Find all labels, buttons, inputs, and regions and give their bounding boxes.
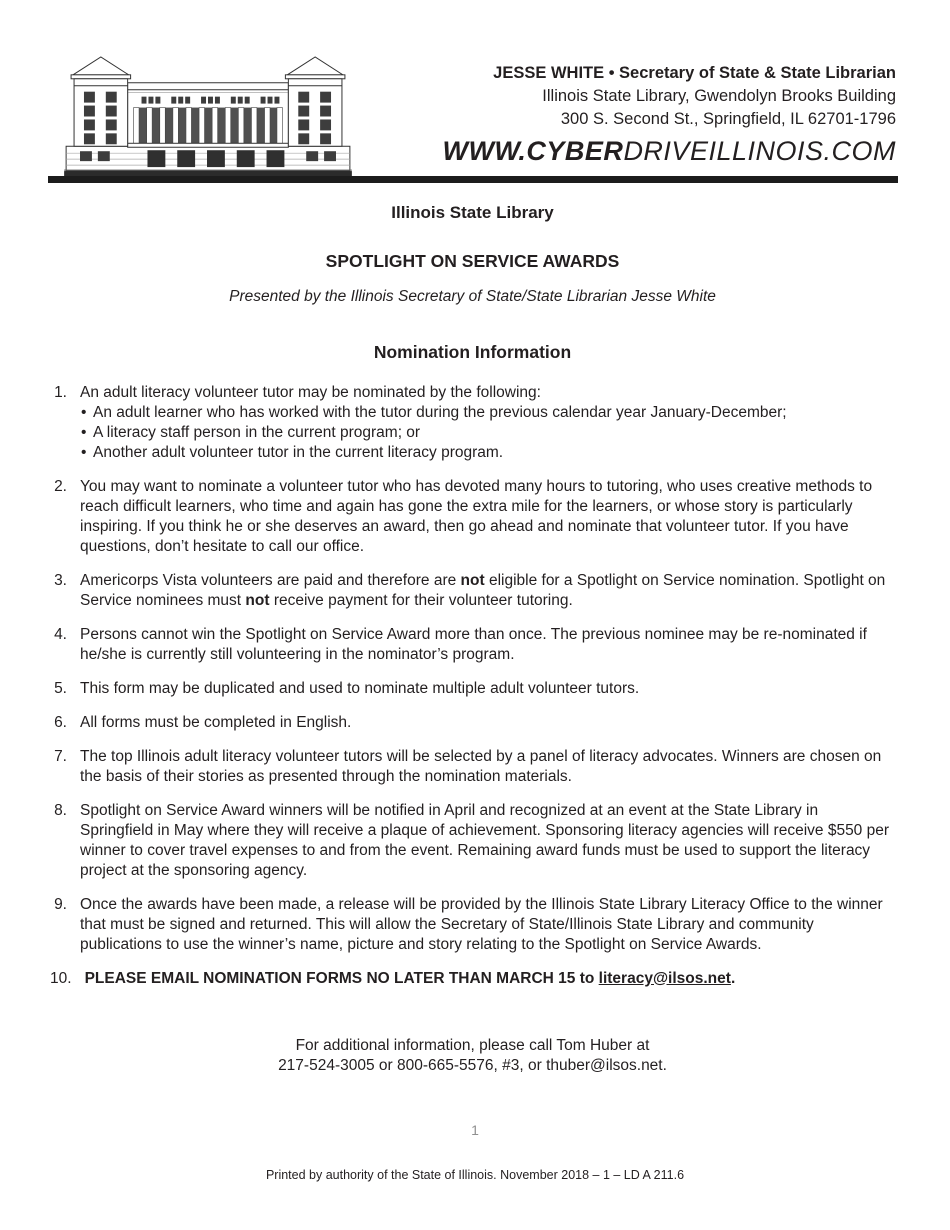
text-segment: This form may be duplicated and used to nominate multiple adult volunteer tutors. [80,679,640,697]
item-text [80,383,895,463]
item-text [80,895,895,955]
section-title: Nomination Information [373,342,572,363]
text-segment: Once the awards have been made, a release will be provided by the Illinois State Library Literacy Office to the winner that must be signed and returned. This will allow the Secretary of State/Illinois State Library and community publications to use the winner’s name, picture and story relating to the Spotlight on Service Awards. [80,895,883,953]
list-item [50,625,895,665]
item-number: 5. [54,679,67,697]
email-link[interactable]: literacy@ilsos.net [598,969,731,987]
text-segment: receive payment for their volunteer tutoring. [269,591,573,609]
header-divider-bar [48,176,898,183]
library-building-icon [64,52,352,179]
item-text [80,625,895,665]
item-text [85,969,895,989]
text-segment: Spotlight on Service Award winners will be notified in April and recognized at an event at the State Library in Springfield in May where they will receive a plaque of achievement. Sponsoring literacy agencies will receive $550 per winner to cover travel expenses to and from the event. Remaining award funds must be used to support the literacy project at the sponsoring agency. [80,801,890,879]
text-segment: The top Illinois adult literacy volunteer tutors will be selected by a panel of literacy advocates. Winners are chosen on the basis of their stories as presented through the nomination materials. [80,747,882,785]
award-title: SPOTLIGHT ON SERVICE AWARDS [325,250,620,271]
item-text [80,747,895,787]
bullet-list [80,403,895,463]
document-body [0,195,950,1076]
text-segment: PLEASE EMAIL NOMINATION FORMS NO LATER THAN MARCH 15 to [84,969,599,987]
library-name-line: Illinois State Library, Gwendolyn Brooks Building [542,87,896,105]
address-line: 300 S. Second St., Springfield, IL 62701-1796 [560,110,896,128]
bullet-item: • A literacy staff person in the current program; or [80,423,895,443]
item-number: 1. [54,383,67,401]
bullet-item: • Another adult volunteer tutor in the current literacy program. [80,443,895,463]
text-segment: eligible for a Spotlight on Service nomination. Spotlight on Service nominees must [80,571,886,609]
org-title: Illinois State Library [391,203,554,222]
item-text [80,679,895,699]
item-number: 9. [54,895,67,913]
letterhead-info [442,62,896,166]
text-segment: not [460,571,485,589]
contact-info [50,1036,895,1076]
logo-rest: DRIVEILLINOIS.COM [623,136,896,166]
secretary-name-line: JESSE WHITE • Secretary of State & State Librarian [493,64,896,82]
bullet-item: • An adult learner who has worked with the tutor during the previous calendar year January-December; [80,403,895,423]
item-text [80,571,895,611]
text-segment: not [245,591,270,609]
text-segment: An adult literacy volunteer tutor may be nominated by the following: [80,383,541,401]
item-number: 10. [50,969,72,987]
item-text [80,477,895,557]
item-number: 3. [54,571,67,589]
list-item [50,895,895,955]
item-number: 2. [54,477,67,495]
list-item [50,713,895,733]
list-item [50,571,895,611]
logo-cyber: CYBER [526,136,624,166]
item-number: 6. [54,713,67,731]
item-number: 8. [54,801,67,819]
item-number: 4. [54,625,67,643]
item-number: 7. [54,747,67,765]
list-item [50,679,895,699]
text-segment: . [730,969,736,987]
page-number: 1 [471,1122,479,1138]
item-text [80,713,895,733]
list-item [50,383,895,463]
text-segment: You may want to nominate a volunteer tutor who has devoted many hours to tutoring, who uses creative methods to reach difficult learners, who time and again has gone the extra mile for the learners, or whose story is particularly inspiring. If you think he or she deserves an award, then go ahead and nominate that volunteer tutor. If you have questions, don’t hesitate to call our office. [80,477,873,555]
contact-line-2: 217-524-3005 or 800-665-5576, #3, or thuber@ilsos.net. [278,1056,667,1074]
nomination-list [50,383,895,989]
text-segment: Persons cannot win the Spotlight on Service Award more than once. The previous nominee may be re-nominated if he/she is currently still volunteering in the nominator’s program. [80,625,867,663]
contact-line-1: For additional information, please call Tom Huber at [295,1036,650,1054]
logo-www: WWW. [442,136,527,166]
text-segment: All forms must be completed in English. [80,713,352,731]
list-item [50,477,895,557]
cyberdriveillinois-logo [442,136,896,166]
list-item [50,747,895,787]
text-segment: Americorps Vista volunteers are paid and therefore are [80,571,461,589]
printed-authority-note: Printed by authority of the State of Illinois. November 2018 – 1 – LD A 211.6 [265,1168,685,1182]
item-text [80,801,895,881]
presented-by-subtitle: Presented by the Illinois Secretary of State/State Librarian Jesse White [229,287,716,305]
list-item [50,969,895,989]
list-item [50,801,895,881]
